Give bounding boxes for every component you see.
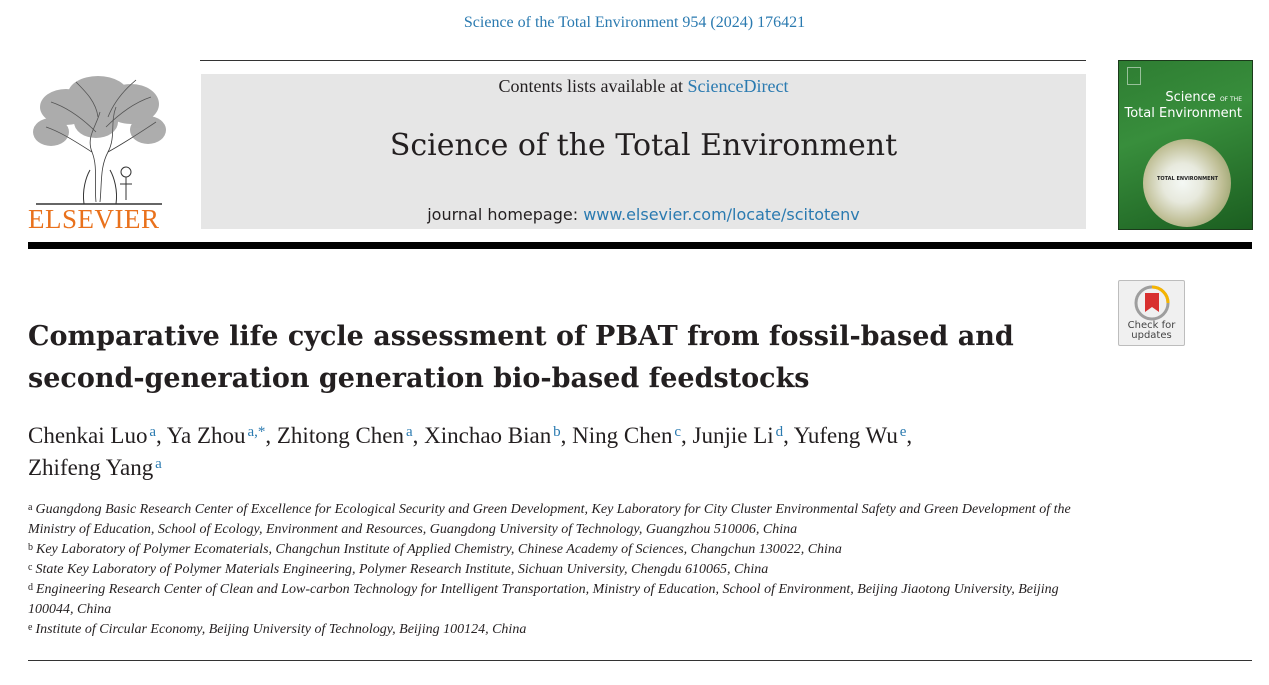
journal-cover[interactable] [1118,60,1253,230]
author-name[interactable]: Ning Chen [572,423,673,448]
author-affiliation-mark[interactable]: a [149,424,157,440]
author-affiliation-mark[interactable]: e [899,424,907,440]
author-affiliation-mark[interactable]: c [674,424,682,440]
author-list: Chenkai Luo $^a$, Ya Zhou $^{a,*}$, Zhitong Chen $^a$, Xinchao Bian $^b$, Ning Chen $^c$, Junjie Li $^d$, Yufeng Wu $^e$, Zhifeng Yang $^a$ [28,423,913,480]
affiliation-item: $^a$ Guangdong Basic Research Center of Excellence for Ecological Security and Green Development, Key Laboratory for City Cluster Environmental Safety and Green Development of the Ministry of Education, School of Ecology, Environment and Resources, Guangdong University of Technology, Guangzhou 510006, China [28,502,1071,537]
affiliation-item: $^c$ State Key Laboratory of Polymer Materials Engineering, Polymer Research Institute, Sichuan University, Chengdu 610065, China [28,562,769,577]
cover-center-label: TOTAL ENVIRONMENT [1157,176,1219,182]
bottom-rule [28,660,1252,661]
homepage-line: journal homepage: www.elsevier.com/locate/scitotenv [427,205,860,224]
cover-title: Science OF THE Total Environment [1124,90,1242,121]
check-for-updates-label: Check for updates [1127,320,1176,341]
journal-masthead [201,74,1086,229]
author-name[interactable]: Junjie Li [692,423,774,448]
contents-line: Contents lists available at ScienceDirect [498,76,789,96]
author-name[interactable]: Yufeng Wu [793,423,898,448]
elsevier-wordmark: ELSEVIER [28,204,160,234]
journal-homepage-link[interactable]: www.elsevier.com/locate/scitotenv [583,205,860,224]
cover-publisher-icon [1127,67,1141,85]
author-affiliation-mark[interactable]: a [405,424,413,440]
sciencedirect-link[interactable]: ScienceDirect [687,76,789,96]
bookmark-check-icon [1134,285,1170,321]
author-name[interactable]: Chenkai Luo [28,423,148,448]
affiliation-item: $^b$ Key Laboratory of Polymer Ecomaterials, Changchun Institute of Applied Chemistry, Chinese Academy of Sciences, Changchun 130022, China [28,542,842,557]
article-title: Comparative life cycle assessment of PBAT from fossil-based and second-generation generation bio-based feedstocks [28,321,1014,394]
check-for-updates-button[interactable] [1118,280,1185,346]
author-affiliation-mark[interactable]: d [775,424,784,440]
author-name[interactable]: Xinchao Bian [424,423,552,448]
author-affiliation-mark[interactable]: b [553,424,561,440]
author-name[interactable]: Ya Zhou [166,423,246,448]
author-name[interactable]: Zhifeng Yang [28,455,154,480]
affiliation-list [28,500,1088,640]
author-affiliation-mark[interactable]: a [155,456,162,472]
author-affiliation-mark[interactable]: a,* [247,424,266,440]
cover-graphic [1143,139,1231,227]
journal-citation[interactable]: Science of the Total Environment 954 (2024) 176421 [463,14,806,31]
header-divider [28,242,1252,249]
top-rule [200,60,1086,61]
affiliation-item: $^e$ Institute of Circular Economy, Beijing University of Technology, Beijing 100124, China [28,622,527,637]
journal-title: Science of the Total Environment [389,128,898,163]
author-name[interactable]: Zhitong Chen [276,423,405,448]
affiliation-item: $^d$ Engineering Research Center of Clean and Low-carbon Technology for Intelligent Transportation, Ministry of Education, School of Environment, Beijing Jiaotong University, Beijing 100044, China [28,582,1059,617]
